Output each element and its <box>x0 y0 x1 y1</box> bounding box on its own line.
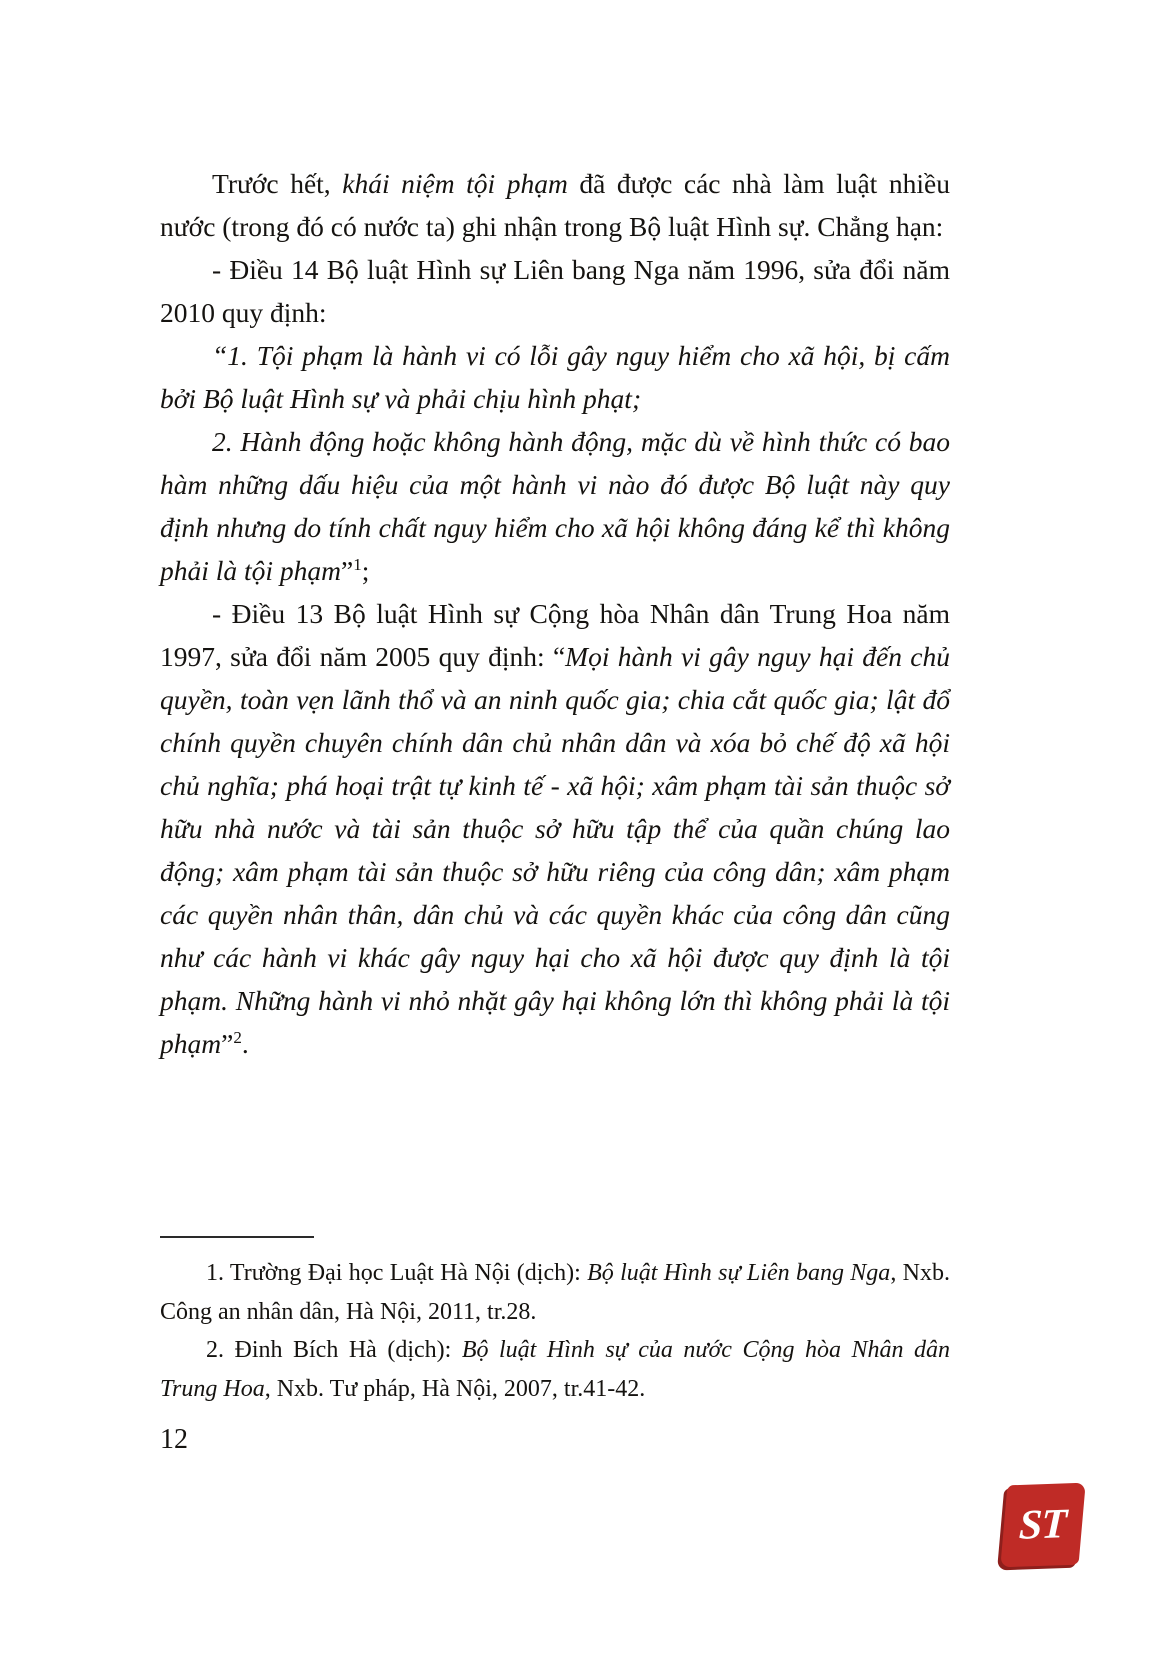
footnotes-section <box>160 1254 950 1408</box>
paragraph-intro <box>160 162 950 248</box>
paragraph-quote-2 <box>160 420 950 592</box>
page-number: 12 <box>160 1424 188 1455</box>
text-run: ” <box>341 555 354 586</box>
footnote-reference-1: 1 <box>353 554 362 574</box>
text-run-italic: “1. Tội phạm là hành vi có lỗi gây nguy hiểm cho xã hội, bị cấm bởi Bộ luật Hình sự và phải chịu hình phạt; <box>160 340 950 414</box>
footnote-1 <box>160 1254 950 1331</box>
footnote-reference-2: 2 <box>233 1027 242 1047</box>
text-run-italic: Mọi hành vi gây nguy hại đến chủ quyền, toàn vẹn lãnh thổ và an ninh quốc gia; chia cắt quốc gia; lật đổ chính quyền chuyên chính dân chủ nhân dân và xóa bỏ chế độ xã hội chủ nghĩa; phá hoại trật tự kinh tế - xã hội; xâm phạm tài sản thuộc sở hữu nhà nước và tài sản thuộc sở hữu tập thể của quần chúng lao động; xâm phạm tài sản thuộc sở hữu riêng của công dân; xâm phạm các quyền nhân thân, dân chủ và các quyền khác của công dân cũng như các hành vi khác gây nguy hại cho xã hội được quy định là tội phạm. Những hành vi nhỏ nhặt gây hại không lớn thì không phải là tội phạm <box>160 641 950 1059</box>
text-run: 1. Trường Đại học Luật Hà Nội (dịch): <box>206 1260 588 1286</box>
text-run: , Nxb. Công an nhân dân, Hà Nội, 2011, tr.28. <box>160 1260 950 1325</box>
text-run: , Nxb. Tư pháp, Hà Nội, 2007, tr.41-42. <box>264 1375 646 1402</box>
paragraph-quote-1 <box>160 334 950 420</box>
text-run-italic: khái niệm tội phạm <box>342 168 568 199</box>
text-run: - Điều 14 Bộ luật Hình sự Liên bang Nga năm 1996, sửa đổi năm 2010 quy định: <box>160 254 950 328</box>
publisher-logo-text: ST <box>1018 1501 1068 1549</box>
text-run: Trước hết, <box>212 168 343 199</box>
footnote-2 <box>160 1331 950 1408</box>
text-run-italic: 2. Hành động hoặc không hành động, mặc dù về hình thức có bao hàm những dấu hiệu của một hành vi nào đó được Bộ luật này quy định nhưng do tính chất nguy hiểm cho xã hội không đáng kể thì không phải là tội phạm <box>160 426 950 586</box>
page-body <box>160 162 950 1065</box>
paragraph-article14 <box>160 248 950 334</box>
text-run-italic: Bộ luật Hình sự Liên bang Nga <box>587 1260 891 1286</box>
text-run: ” <box>221 1028 234 1059</box>
text-run-italic: Bộ luật Hình sự của nước Cộng hòa Nhân dân Trung Hoa <box>160 1337 950 1402</box>
text-run: - Điều 13 Bộ luật Hình sự Cộng hòa Nhân dân Trung Hoa năm 1997, sửa đổi năm 2005 quy định: “ <box>160 598 950 672</box>
publisher-logo <box>1000 1483 1085 1568</box>
footnote-separator <box>160 1236 314 1238</box>
text-run: 2. Đinh Bích Hà (dịch): <box>206 1337 462 1363</box>
text-run: . <box>241 1028 249 1059</box>
text-run: ; <box>361 555 370 586</box>
text-run: đã được các nhà làm luật nhiều nước (trong đó có nước ta) ghi nhận trong Bộ luật Hình sự. Chẳng hạn: <box>160 168 950 242</box>
paragraph-article13 <box>160 592 950 1065</box>
